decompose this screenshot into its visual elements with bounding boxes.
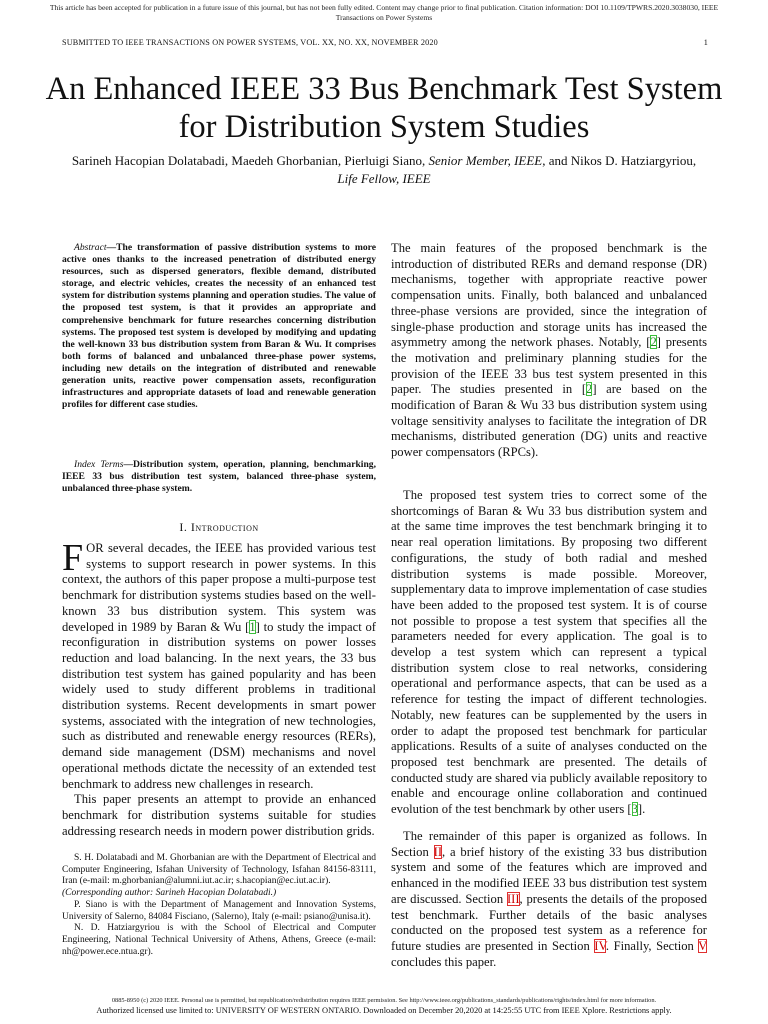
index-terms-text: —Distribution system, operation, planning, benchmarking, IEEE 33 bus distribution test system, balanced three-phase system, unbalanced three-phase system. xyxy=(62,459,376,495)
rp2-text-b: ]. xyxy=(637,802,646,817)
index-terms-label: Index Terms xyxy=(74,459,124,470)
section-heading-introduction xyxy=(62,520,376,535)
citation-link-1[interactable]: 1 xyxy=(249,619,256,634)
intro-paragraph-1 xyxy=(62,537,376,792)
rp3-text-e: concludes this paper. xyxy=(391,954,497,969)
abstract-text: —The transformation of passive distribution systems to more active ones thanks to the increased penetration of distributed energy resources, such as dispersed generators, flexible demand, distributed storage, and electric vehicles, creates the necessity of an enhanced test system for distribution systems planning and operation studies. The value of the proposed test system, is that it provides an appropriate and comprehensive benchmark for future researches concerning distribution systems. The proposed test system is developed by modifying and updating the well-known 33 bus distribution system from Baran & Wu. It comprises both forms of balanced and unbalanced three-phase power systems, including new details on the integration of distributed and renewable generation units, reactive power compensation assets, reconfiguration infrastructures and appropriate datasets of load and renewable generation profiles for different case studies. xyxy=(62,242,376,411)
accepted-article-notice xyxy=(0,3,768,23)
page-number: 1 xyxy=(703,38,708,47)
running-header xyxy=(62,38,708,47)
notice-line-2: Transactions on Power Systems xyxy=(335,13,433,22)
intro-p1-text-b: ] to study the impact of reconfiguration in distribution systems on power losses reduction and load balancing. In the next years, the 33 bus distribution test system has gained popularity and has been widely used to study different problems in traditional distribution systems. Recent developments in smart power systems, associated with the integration of new technologies, such as distributed and renewable energy resources (RERs), demand side management (DSM) mechanisms and novel operational methods dictate the necessity of an extended test benchmark to address new challenges in research. xyxy=(62,619,376,791)
citation-link-3[interactable]: 3 xyxy=(631,802,638,817)
citation-link-2b[interactable]: 2 xyxy=(586,382,593,397)
footnote-2: P. Siano is with the Department of Management and Innovation Systems, University of Salerno, 84084 Fisciano, (Salerno), Italy (e-mail: psiano@unisa.it). xyxy=(62,899,376,922)
corresponding-author-note: (Corresponding author: Sarineh Hacopian Dolatabadi.) xyxy=(62,888,277,899)
section-title: Introduction xyxy=(190,520,259,534)
intro-p1-text-a: OR several decades, the IEEE has provided various test systems to support research in power systems. In this context, the authors of this paper propose a multi-purpose test benchmark for distribution systems studies based on the well-known 33 bus distribution system. This system was developed in 1989 by Baran & Wu [ xyxy=(62,541,376,634)
drop-cap: F xyxy=(62,537,84,579)
author-role-2: Life Fellow, IEEE xyxy=(337,171,431,186)
footnote-3: N. D. Hatziargyriou is with the School of Electrical and Computer Engineering, National Technical University of Athens, Athens, Greece (e-mail: nh@power.ece.ntua.gr). xyxy=(62,923,376,957)
footnote-1 xyxy=(62,853,376,900)
right-paragraph-3 xyxy=(391,829,707,970)
rp3-text-d: . Finally, Section xyxy=(605,938,699,953)
copyright-notice: 0885-8950 (c) 2020 IEEE. Personal use is permitted, but republication/redistribution requires IEEE permission. See http://www.ieee.org/publications_standards/publications/rights/index.html for more information. xyxy=(111,997,657,1004)
section-link-2[interactable]: II xyxy=(433,844,443,859)
rp3-text-b: , a brief history of the existing 33 bus distribution system and some of the features which are improved and enhanced in the modified IEEE 33 bus distribution test system are discussed. Section xyxy=(391,844,707,906)
index-terms xyxy=(62,459,376,495)
paper-title xyxy=(40,70,728,146)
author-footnotes xyxy=(62,853,376,958)
abstract-label: Abstract xyxy=(74,242,107,253)
section-link-5[interactable]: V xyxy=(698,938,707,953)
rp2-text-a: The proposed test system tries to correct some of the shortcomings of Baran & Wu 33 bus distribution system and at the same time improves the test benchmark bringing it to near real operation limitations. By proposing two different configurations, the study of both radial and meshed distribution systems is made possible. Moreover, supplementary data to improve implementation of case studies have been added to the proposed test system. It is of course not possible to propose a test system that specifies all the parameters needed for every application. The goal is to develop a test system which can represent a typical distribution system close to real networks, considering operational and performance aspects, that can be used as a reference for testing the impact of different technologies. Notably, new features can be supplemented by the users in order to adapt the proposed test benchmark for particular applications. Results of a suite of analyses conducted on the proposed test benchmark are presented. The details of conducted study are shared via publicly available repository to enable and encourage online collaboration and continued evolution of the test benchmark by other users [ xyxy=(391,488,707,817)
right-paragraph-1 xyxy=(391,241,707,461)
section-link-3[interactable]: III xyxy=(506,891,520,906)
title-line-2: for Distribution System Studies xyxy=(178,109,590,145)
rp3-text-a: The remainder of this paper is organized as follows. In Section xyxy=(391,829,707,859)
license-notice: Authorized licensed use limited to: UNIVERSITY OF WESTERN ONTARIO. Downloaded on December 20,2020 at 14:25:55 UTC from IEEE Xplore. Restrictions apply. xyxy=(96,1006,672,1015)
author-role-1: Senior Member, IEEE xyxy=(428,153,543,168)
intro-paragraph-2: This paper presents an attempt to provide an enhanced benchmark for distribution systems suitable for studies addressing research needs in modern power distribution grids. xyxy=(62,792,376,838)
introduction-body xyxy=(62,537,376,839)
title-line-1: An Enhanced IEEE 33 Bus Benchmark Test System xyxy=(45,71,723,107)
authors-names-1: Sarineh Hacopian Dolatabadi, Maedeh Ghorbanian, Pierluigi Siano, xyxy=(71,153,429,168)
abstract xyxy=(62,242,376,411)
citation-link-2a[interactable]: 2 xyxy=(650,335,657,350)
running-header-text: SUBMITTED TO IEEE TRANSACTIONS ON POWER SYSTEMS, VOL. XX, NO. XX, NOVEMBER 2020 xyxy=(62,38,438,47)
authors-names-2: , and Nikos D. Hatziargyriou, xyxy=(542,153,697,168)
rp1-text-a: The main features of the proposed benchmark is the introduction of distributed RERs and demand response (DR) mechanisms, together with appropriate reactive power compensation units. Finally, both balanced and unbalanced three-phase versions are provided, since the integration of single-phase production and storage units has increased the asymmetry among the network phases. Notably, [ xyxy=(391,241,707,350)
rp1-text-b: ] presents the motivation and preliminary planning studies for the provision of the IEEE 33 bus test system presented in this paper. The studies presented in [ xyxy=(391,335,707,397)
rp1-text-c: ] are based on the modification of Baran & Wu 33 bus distribution system using voltage sensitivity analyses to facilitate the integration of DR mechanisms, distributed generation (DG) units and reactive power compensators (RPCs). xyxy=(391,382,707,460)
notice-line-1: This article has been accepted for publication in a future issue of this journal, but has not been fully edited. Content may change prior to final publication. Citation information: DOI 10.1109/TPWRS.2020.3038030, IEEE xyxy=(49,3,719,12)
right-paragraph-2 xyxy=(391,488,707,818)
author-list xyxy=(70,152,698,188)
section-numeral: I. xyxy=(179,520,191,534)
section-link-4[interactable]: IV xyxy=(594,938,606,953)
rp3-text-c: , presents the details of the proposed test benchmark. Further details of the basic analyses conducted on the proposed test system as a reference for future studies are presented in Section xyxy=(391,891,707,953)
footnote-1-text: S. H. Dolatabadi and M. Ghorbanian are with the Department of Electrical and Computer Engineering, Isfahan University of Technology, Isfahan 84156-83111, Iran (e-mail: m.ghorbanian@alumni.iut.ac.ir; s.hacopian@ec.iut.ac.ir). xyxy=(62,853,376,887)
